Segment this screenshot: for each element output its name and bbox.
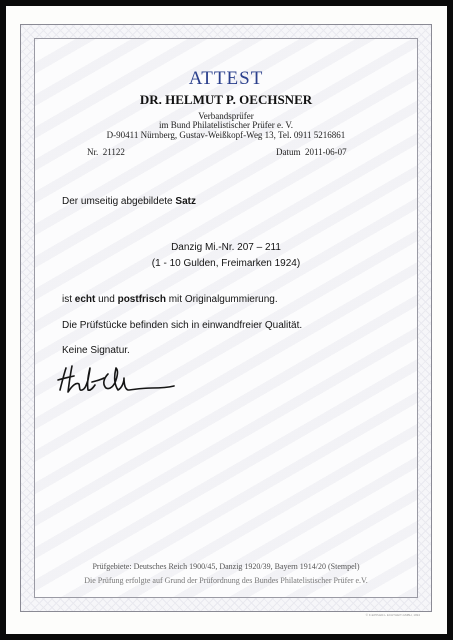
examiner-address: D-90411 Nürnberg, Gustav-Weißkopf-Weg 13, Tel. 0911 5216861	[106, 130, 346, 140]
intro-text	[62, 196, 196, 207]
echt-post: mit Originalgummierung.	[168, 294, 278, 305]
examiner-role: Verbandsprüfer	[198, 111, 254, 121]
printer-imprint: © K.EPPLER-L ECHTHEIT-GMBH, 1994	[365, 613, 420, 617]
nr-value: 21122	[102, 147, 125, 157]
certificate-date	[276, 147, 347, 157]
intro-plain: Der umseitig abgebildete	[62, 196, 173, 207]
handwritten-signature	[52, 360, 182, 400]
examiner-membership: im Bund Philatelistischer Prüfer e. V.	[159, 120, 293, 130]
certificate-title: ATTEST	[188, 68, 264, 89]
examination-areas: Prüfgebiete: Deutsches Reich 1900/45, Danzig 1920/39, Bayern 1914/20 (Stempel)	[92, 562, 360, 571]
certificate-number	[87, 147, 125, 157]
echt-pre: ist	[62, 294, 72, 305]
echt-bold: echt	[74, 294, 96, 305]
postfrisch-bold: postfrisch	[117, 294, 166, 305]
datum-value: 2011-06-07	[305, 147, 347, 157]
stamp-set-line1: Danzig Mi.-Nr. 207 – 211	[171, 242, 281, 253]
authenticity-statement	[62, 294, 278, 305]
examination-basis: Die Prüfung erfolgte auf Grund der Prüfordnung des Bundes Philatelistischer Prüfer e.V.	[84, 576, 368, 585]
examiner-name: DR. HELMUT P. OECHSNER	[139, 92, 313, 107]
intro-bold: Satz	[175, 196, 196, 207]
nr-label: Nr.	[87, 147, 99, 157]
signature-note: Keine Signatur.	[62, 345, 130, 356]
echt-mid: und	[98, 294, 115, 305]
quality-statement: Die Prüfstücke befinden sich in einwandfreier Qualität.	[62, 320, 303, 331]
datum-label: Datum	[276, 147, 301, 157]
stamp-set-line2: (1 - 10 Gulden, Freimarken 1924)	[151, 258, 301, 269]
